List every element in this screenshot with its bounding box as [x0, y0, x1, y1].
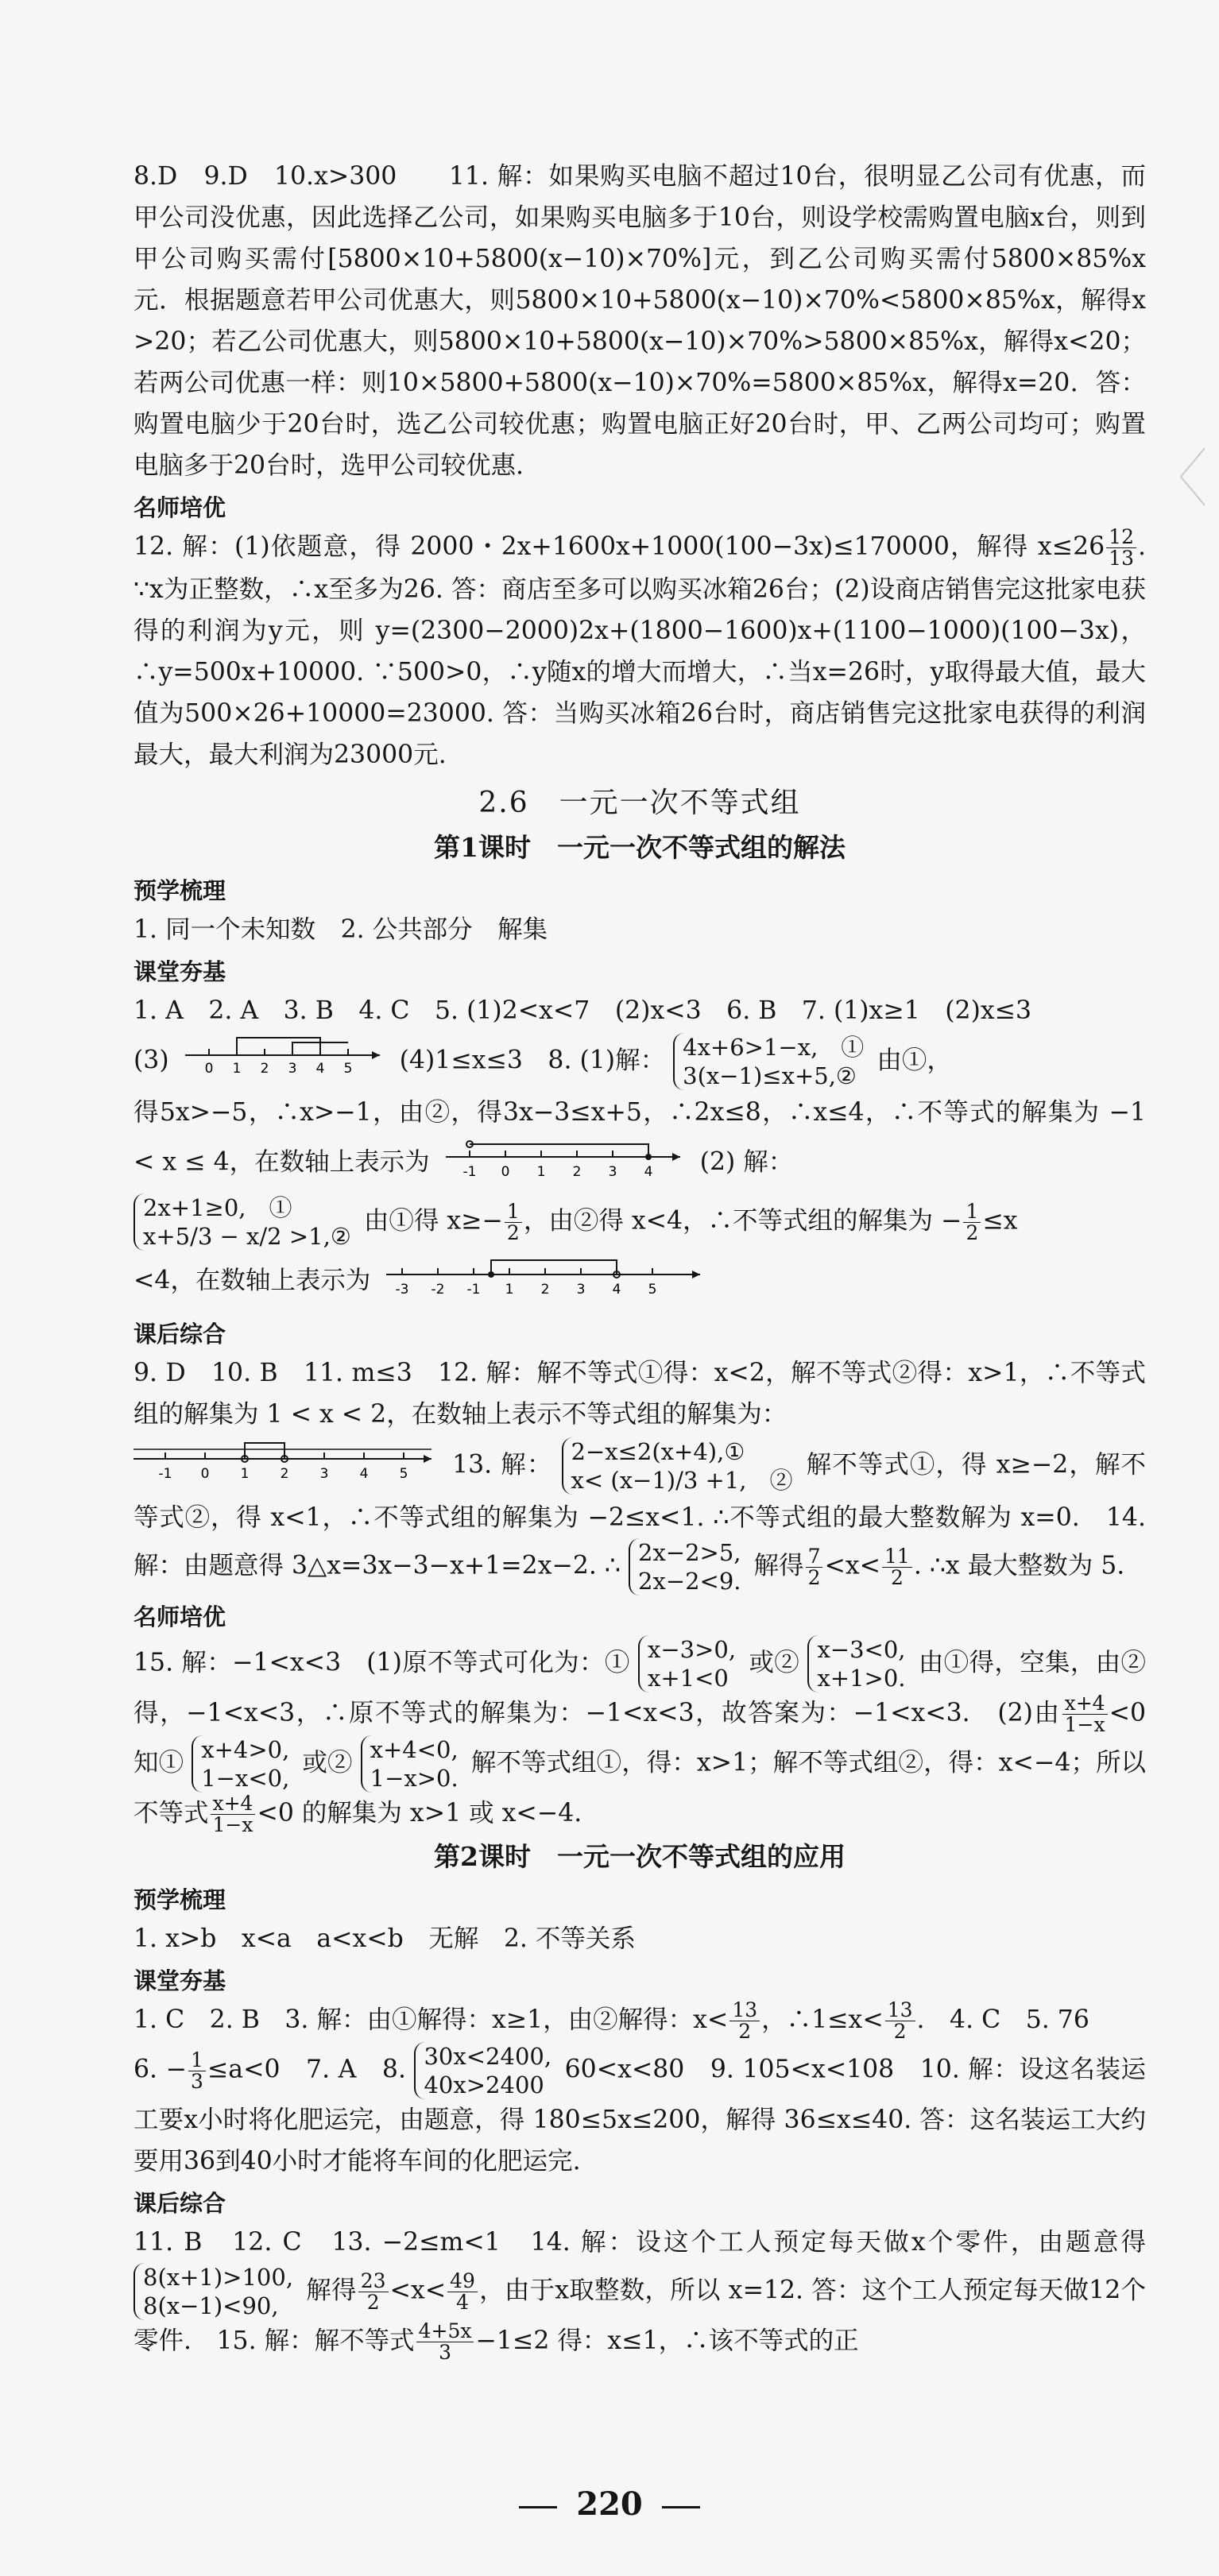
system-8-1: 4x+6>1−x, ① 3(x−1)≤x+5,② [673, 1033, 869, 1090]
heading-mingshi-2: 名师培优 [134, 1603, 226, 1630]
svg-text:2: 2 [260, 1061, 269, 1077]
kehou-line-2: -1 0 1 2 3 4 5 13. 解： 2−x≤2(x+4),① x< (x−1)/3 +1, ② 解不等式①，得 x≥−2，解不等式②，得 x<1，∴不等式组的解集为 −2≤x<1. ∴不等式组的最大整数解为 x=0. 14. 解：由题意得 3△x=3x−3−x+1=2x−2. ∴ 2x−2>5, 2x−2<9. 解得 $\frac{7}{2}$ <x< $\frac{11}{2}$ . ∴x 最大整数为 5. [134, 1435, 1146, 1595]
svg-text:-1: -1 [462, 1164, 477, 1180]
heading-yuxue: 预学梳理 [134, 877, 226, 904]
svg-text:0: 0 [204, 1061, 214, 1077]
svg-text:1: 1 [505, 1282, 514, 1298]
svg-text:2: 2 [280, 1466, 289, 1482]
yuxue-answers: 1. 同一个未知数 2. 公共部分 解集 [134, 915, 548, 944]
number-line-q8-1 [438, 1133, 692, 1193]
heading-ketang-2: 课堂夯基 [134, 1967, 226, 1994]
svg-text:4: 4 [315, 1061, 325, 1077]
page-number-dash-left [519, 2506, 557, 2508]
ketang-line-5: <4，在数轴上表示为 -3 -2 -1 1 2 3 4 5 [134, 1251, 1146, 1313]
number-line-q12 [134, 1435, 443, 1497]
svg-text:0: 0 [501, 1164, 510, 1180]
heading-kehou: 课后综合 [134, 1321, 226, 1348]
svg-text:3: 3 [319, 1466, 329, 1482]
mingshi-answer-15: 15. 解：−1<x<3 (1)原不等式可化为：① x−3>0, x+1<0 或② x−3<0, x+1>0. 由①得，空集，由②得，−1<x<3，∴原不等式的解集为：−1<x<3，故答案为：−1<x<3. (2)由 $\frac{x+4}{1-x}$ <0 知① x+4>0, 1−x<0, 或② x+4<0, 1−x>0. 解不等式组①，得：x>1；解不等式组②，得：x<−4；所以不等式 $\frac{x+4}{1-x}$ <0 的解集为 x>1 或 x<−4. [134, 1636, 1147, 1836]
ketang2-line-1: 1. C 2. B 3. 解：由①解得：x≥1，由②解得：x< $\frac{13}{2}$ ，∴1≤x< $\frac{13}{2}$ . 4. C 5. 76 [134, 1998, 1089, 2043]
svg-text:1: 1 [232, 1061, 242, 1077]
answer-page [134, 156, 1146, 2363]
section-title-2-6: 2.6 一元一次不等式组 [478, 787, 801, 819]
svg-text:4: 4 [359, 1466, 369, 1482]
svg-text:-1: -1 [158, 1466, 172, 1482]
svg-text:0: 0 [200, 1466, 210, 1482]
number-line-q7-3 [177, 1031, 392, 1092]
number-line-q8-2 [378, 1251, 712, 1313]
svg-text:3: 3 [577, 1282, 586, 1298]
svg-text:-1: -1 [466, 1282, 481, 1298]
yuxue-answers-2: 1. x>b x<a a<x<b 无解 2. 不等关系 [134, 1924, 636, 1953]
ketang-line-1: 1. A 2. A 3. B 4. C 5. (1)2<x<7 (2)x<3 6. B 7. (1)x≥1 (2)x≤3 [134, 996, 1032, 1025]
system-8-2: 2x+1≥0, ① x+5/3 − x/2 >1,② [134, 1193, 356, 1251]
fraction-12-13: $\frac{12}{13}$ [1106, 527, 1136, 569]
svg-text:2: 2 [572, 1164, 582, 1180]
page-fold-mark [1176, 445, 1208, 509]
ketang-line-4: 2x+1≥0, ① x+5/3 − x/2 >1,② 由①得 x≥− $\frac{1}{2}$ ，由②得 x<4，∴不等式组的解集为 − $\frac{1}{2}$ ≤x [134, 1193, 1146, 1251]
svg-text:5: 5 [399, 1466, 408, 1482]
svg-text:1: 1 [240, 1466, 250, 1482]
system-13: 2−x≤2(x+4),① x< (x−1)/3 +1, ② [562, 1437, 798, 1495]
svg-text:4: 4 [613, 1282, 621, 1298]
answer-12: 12. 解：(1)依题意，得 2000・2x+1600x+1000(100−3x)≤170000，解得 x≤26 $\frac{12}{13}$ . ∵x为正整数，∴x至多为26. 答：商店至多可以购买冰箱26台；(2)设商店销售完这批家电获得的利润为y元，则 y=(2300−2000)2x+(1800−1600)x+(1100−1000)(100−3x)，∴y=500x+10000. ∵500>0，∴y随x的增大而增大，∴当x=26时，y取得最大值，最大值为500×26+10000=23000. 答：当购买冰箱26台时，商店销售完这批家电获得的利润最大，最大利润为23000元. [134, 525, 1146, 769]
page-number: 220 [0, 2485, 1219, 2523]
svg-text:-3: -3 [395, 1282, 409, 1298]
svg-text:3: 3 [288, 1061, 297, 1077]
svg-text:2: 2 [541, 1282, 550, 1298]
ketang2-line-2: 6. − $\frac{1}{3}$ ≤a<0 7. A 8. 30x<2400, 40x>2400 60<x<80 9. 105<x<108 10. 解：设这名装运工要x小时将化肥运完，由题意，得 180≤5x≤200，解得 36≤x≤40. 答：这名装运工大约要用36到40小时才能将车间的化肥运完. [134, 2043, 1146, 2176]
page-number-dash-right [662, 2506, 700, 2508]
svg-text:1: 1 [536, 1164, 546, 1180]
lesson-title-1: 第1课时 一元一次不等式组的解法 [434, 832, 846, 863]
answer-block-8-11: 8.D 9.D 10.x>300 11. 解：如果购买电脑不超过10台，很明显乙公司有优惠，而甲公司没优惠，因此选择乙公司，如果购买电脑多于10台，则设学校需购置电脑x台，则到甲公司购买需付[5800×10+5800(x−10)×70%]元，到乙公司购买需付5800×85%x元．根据题意若甲公司优惠大，则5800×10+5800(x−10)×70%<5800×85%x，解得x>20；若乙公司优惠大，则5800×10+5800(x−10)×70%>5800×85%x，解得x<20；若两公司优惠一样：则10×5800+5800(x−10)×70%=5800×85%x，解得x=20．答：购置电脑少于20台时，选乙公司较优惠；购置电脑正好20台时，甲、乙两公司均可；购置电脑多于20台时，选甲公司较优惠． [134, 162, 1146, 480]
section-heading-mingshi: 名师培优 [134, 494, 226, 521]
system-14: 2x−2>5, 2x−2<9. [629, 1538, 746, 1595]
heading-kehou-2: 课后综合 [134, 2190, 226, 2217]
kehou-line-1: 9. D 10. B 11. m≤3 12. 解：解不等式①得：x<2，解不等式②得：x>1，∴不等式组的解集为 1 < x < 2，在数轴上表示不等式组的解集为： [134, 1359, 1146, 1429]
svg-text:-2: -2 [431, 1282, 445, 1298]
lesson-title-2: 第2课时 一元一次不等式组的应用 [434, 1841, 846, 1872]
kehou2-answers: 11. B 12. C 13. −2≤m<1 14. 解：设这个工人预定每天做x个零件，由题意得 8(x+1)>100, 8(x−1)<90, 解得 $\frac{23}{2}$ <x< $\frac{49}{4}$ ，由于x取整数，所以 x=12. 答：这个工人预定每天做12个零件. 15. 解：解不等式 $\frac{4+5x}{3}$ −1≤2 得：x≤1，∴该不等式的正 [134, 2228, 1146, 2364]
ketang-line-3: 得5x>−5，∴x>−1，由②，得3x−3≤x+5，∴2x≤8，∴x≤4，∴不等式的解集为 −1 < x ≤ 4，在数轴上表示为 -1 0 1 2 3 4 (2) 解： [134, 1092, 1146, 1193]
svg-text:5: 5 [343, 1061, 353, 1077]
svg-text:4: 4 [644, 1164, 653, 1180]
svg-text:5: 5 [648, 1282, 657, 1298]
heading-yuxue-2: 预学梳理 [134, 1886, 226, 1913]
heading-ketang: 课堂夯基 [134, 958, 226, 985]
ketang-line-2: (3) 0 1 2 3 4 5 (4)1≤x≤3 8. (1)解： 4x+6>1−x, ① 3(x−1)≤x+5,② 由①， [134, 1031, 1146, 1092]
svg-text:3: 3 [608, 1164, 617, 1180]
